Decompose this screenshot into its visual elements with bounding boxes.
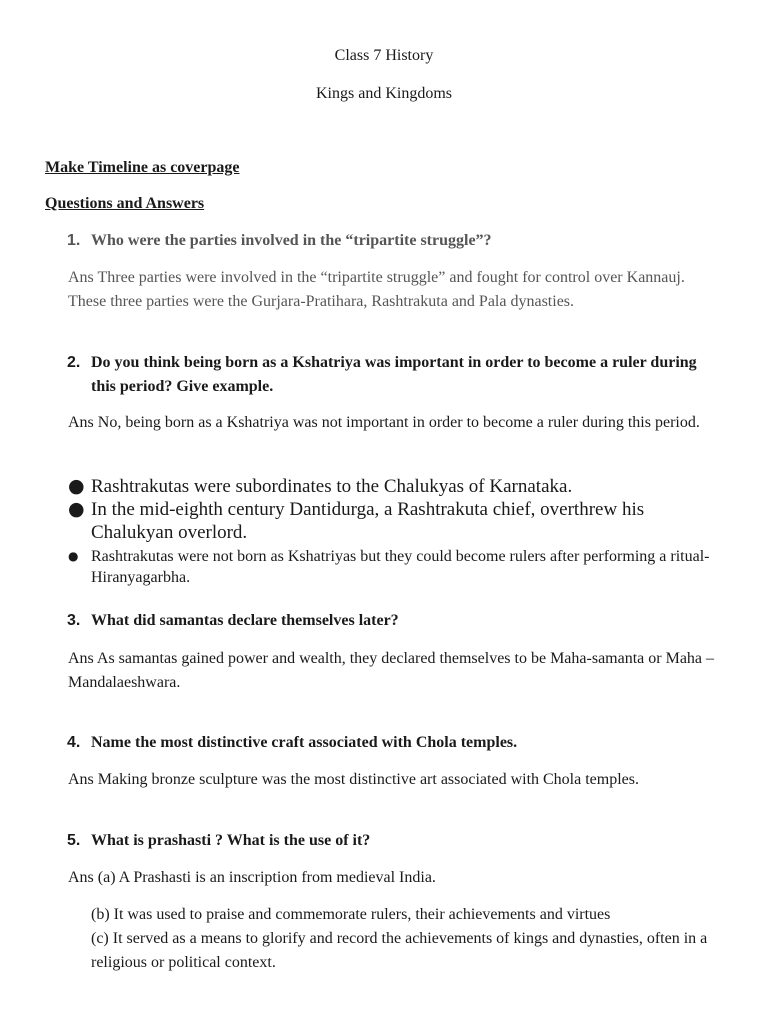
bullet-text: In the mid-eighth century Dantidurga, a Rashtrakuta chief, overthrew his Chalukyan overlord.	[91, 499, 645, 543]
answer-text: Ans No, being born as a Kshatriya was not important in order to become a ruler during this period.	[68, 414, 700, 431]
answer-text: Ans Making bronze sculpture was the most distinctive art associated with Chola temples.	[68, 771, 639, 788]
class-title: Class 7 History	[334, 47, 434, 64]
answer-text: Ans As samantas gained power and wealth, they declared themselves to be Maha-samanta or Maha –Mandalaeshwara.	[68, 650, 715, 691]
question-number: 1.	[67, 232, 81, 249]
chapter-title: Kings and Kingdoms	[316, 85, 452, 102]
question-text: Who were the parties involved in the “tripartite struggle”?	[91, 232, 492, 249]
bullet-text: Rashtrakutas were not born as Kshatriyas but they could become rulers after performing a ritual-Hiranyagarbha.	[91, 548, 710, 586]
sub-answer: (b) It was used to praise and commemorate rulers, their achievements and virtues	[91, 906, 611, 923]
bullet-text: Rashtrakutas were subordinates to the Chalukyas of Karnataka.	[91, 476, 573, 497]
question-text: Name the most distinctive craft associated with Chola temples.	[91, 734, 518, 751]
answer-text: Ans Three parties were involved in the “tripartite struggle” and fought for control over Kannauj. These three parties were the Gurjara-Pratihara, Rashtrakuta and Pala dynasties.	[68, 269, 685, 310]
timeline-heading: Make Timeline as coverpage	[45, 159, 240, 176]
question-text: Do you think being born as a Kshatriya was important in order to become a ruler during this period? Give example.	[91, 354, 697, 395]
question-number: 5.	[67, 832, 81, 849]
sub-answer: (c) It served as a means to glorify and record the achievements of kings and dynasties, often in a religious or political context.	[91, 930, 708, 971]
answer-text: Ans (a) A Prashasti is an inscription from medieval India.	[68, 869, 436, 886]
question-number: 4.	[67, 734, 81, 751]
bullet-icon: ●	[68, 498, 85, 520]
bullet-icon: ●	[68, 549, 79, 563]
bullet-icon: ●	[68, 475, 85, 497]
qa-heading: Questions and Answers	[45, 195, 205, 212]
question-text: What is prashasti ? What is the use of it?	[91, 832, 371, 849]
question-number: 2.	[67, 354, 81, 371]
question-text: What did samantas declare themselves later?	[91, 612, 399, 629]
question-number: 3.	[67, 612, 81, 629]
